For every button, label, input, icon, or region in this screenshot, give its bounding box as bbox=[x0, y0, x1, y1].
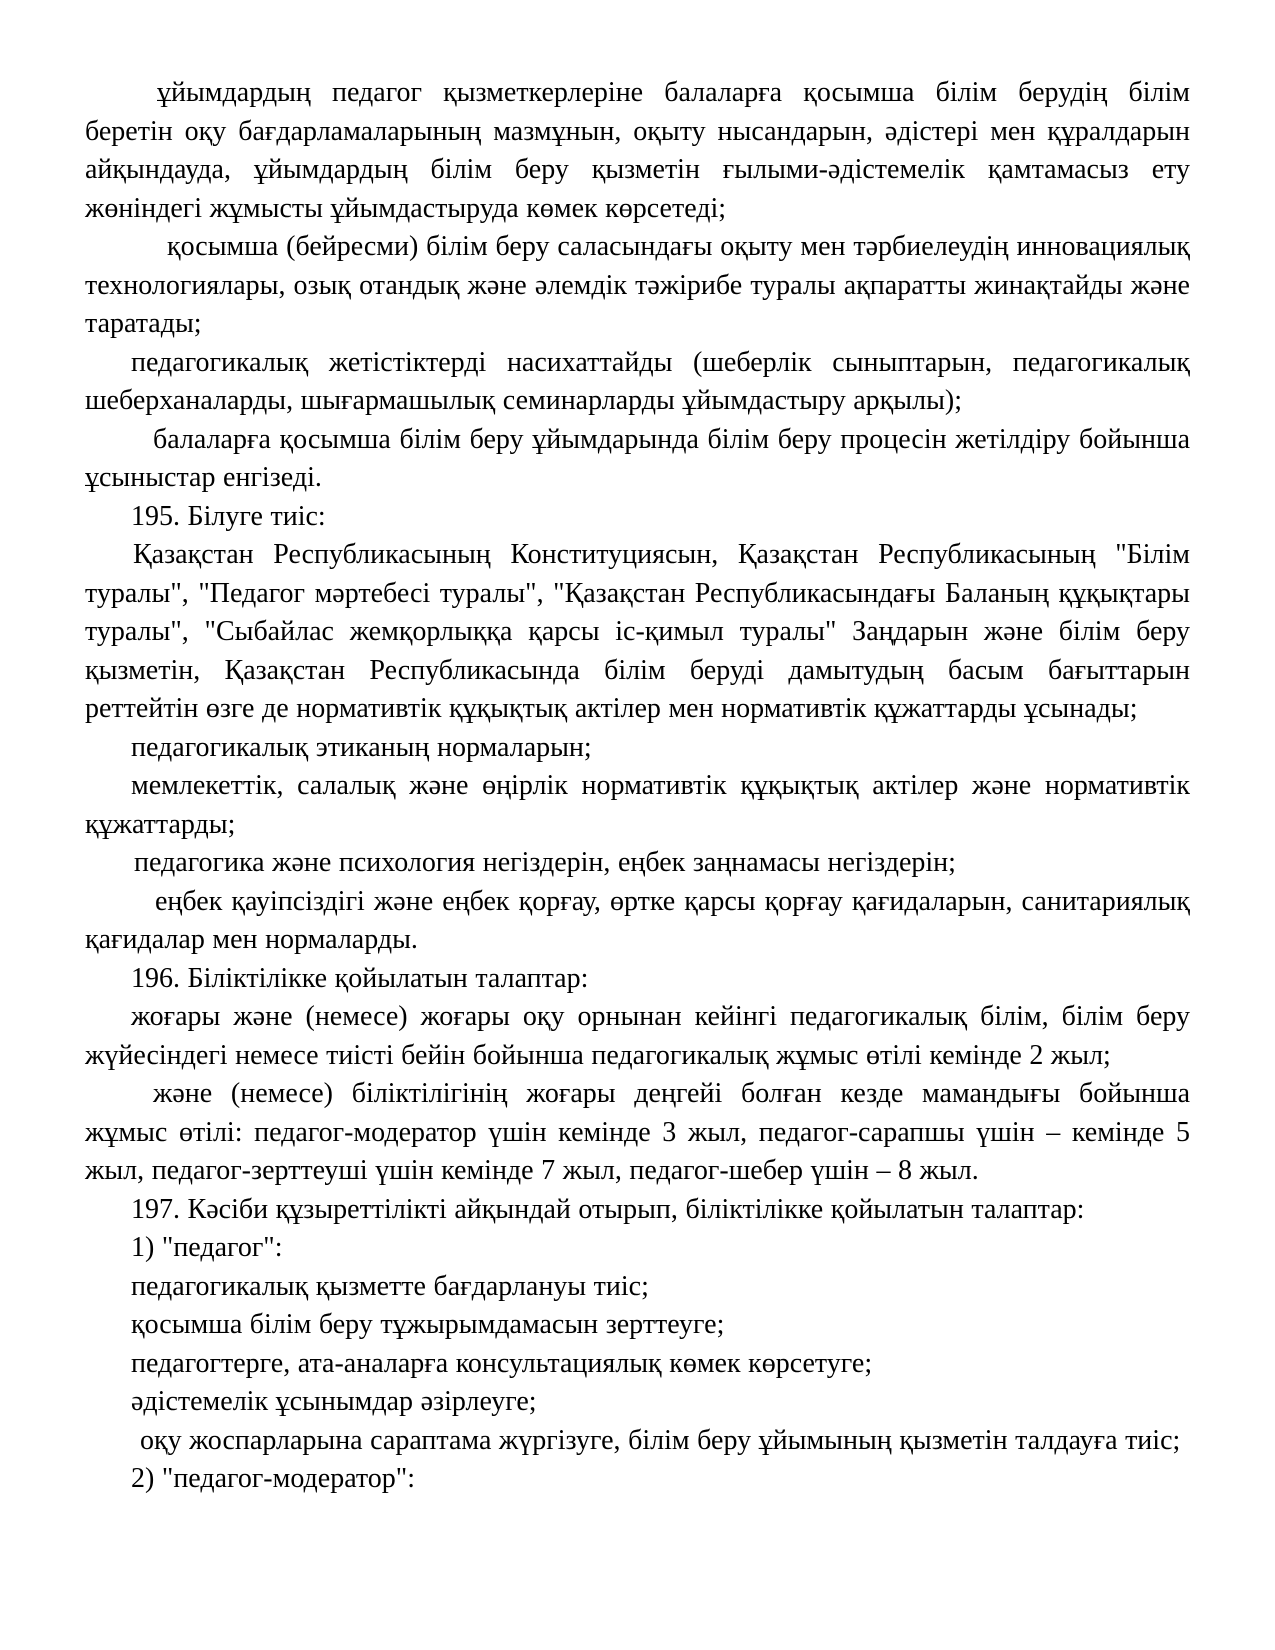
paragraph: әдістемелік ұсынымдар әзірлеуге; bbox=[131, 1386, 537, 1417]
paragraph: балаларға қосымша білім беру ұйымдарында білім беру процесін жетілдіру бойынша ұсыныстар енгізеді. bbox=[85, 423, 1190, 493]
paragraph: оқу жоспарларына сараптама жүргізуге, білім беру ұйымының қызметін талдауға тиіс; bbox=[140, 1424, 1181, 1456]
paragraph: педагогика және психология негіздерін, еңбек заңнамасы негіздерін; bbox=[134, 847, 956, 878]
paragraph: 197. Кәсіби құзыреттілікті айқындай отырып, біліктілікке қойылатын талаптар: bbox=[131, 1193, 1085, 1225]
paragraph: еңбек қауіпсіздігі және еңбек қорғау, өртке қарсы қорғау қағидаларын, санитариялық қағидалар мен нормаларды. bbox=[85, 885, 1190, 955]
paragraph: қосымша білім беру тұжырымдамасын зерттеуге; bbox=[131, 1309, 725, 1340]
paragraph: қосымша (бейресми) білім беру саласындағы оқыту мен тәрбиелеудің инновациялық технологиялары, озық отандық және әлемдік тәжірибе туралы ақпаратты жинақтайды және таратады; bbox=[85, 231, 1190, 339]
paragraph: педагогикалық қызметте бағдарлануы тиіс; bbox=[131, 1270, 649, 1302]
paragraph: педагогикалық жетістіктерді насихаттайды (шеберлік сыныптарын, педагогикалық шеберханаларды, шығармашылық семинарларды ұйымдастыру арқылы); bbox=[85, 346, 1190, 416]
paragraph: ұйымдардың педагог қызметкерлеріне балаларға қосымша білім берудің білім беретін оқу бағдарламаларының мазмұнын, оқыту нысандарын, әдістері мен құралдарын айқындауда, ұйымдардың білім беру қызметін ғылыми-әдістемелік қамтамасыз ету жөніндегі жұмысты ұйымдастыруда көмек көрсетеді; bbox=[85, 77, 1190, 224]
paragraph: Қазақстан Республикасының Конституциясын, Қазақстан Республикасының "Білім туралы", "Педагог мәртебесі туралы", "Қазақстан Республикасындағы Баланың құқықтары туралы", "Сыбайлас жемқорлыққа қарсы іс-қимыл туралы" Заңдарын және білім беру қызметін, Қазақстан Республикасында білім беруді дамытудың басым бағыттарын реттейтін өзге де нормативтік құқықтық актілер мен нормативтік құжаттарды ұсынады; bbox=[85, 539, 1190, 724]
paragraph: педагогтерге, ата-аналарға консультациялық көмек көрсетуге; bbox=[131, 1347, 873, 1379]
paragraph: педагогикалық этиканың нормаларын; bbox=[131, 731, 592, 763]
paragraph: және (немесе) біліктілігінің жоғары деңгейі болған кезде мамандығы бойынша жұмыс өтілі: педагог-модератор үшін кемінде 3 жыл, педагог-сарапшы үшін – кемінде 5 жыл, педагог-зерттеуші үшін кемінде 7 жыл, педагог-шебер үшін – 8 жыл. bbox=[85, 1078, 1190, 1186]
paragraph: 196. Біліктілікке қойылатын талаптар: bbox=[131, 962, 589, 994]
paragraph: 2) "педагог-модератор": bbox=[131, 1463, 415, 1494]
paragraph: жоғары және (немесе) жоғары оқу орнынан кейінгі педагогикалық білім, білім беру жүйесіндегі немесе тиісті бейін бойынша педагогикалық жұмыс өтілі кемінде 2 жыл; bbox=[85, 1001, 1190, 1071]
paragraph: мемлекеттік, салалық және өңірлік нормативтік құқықтық актілер және нормативтік құжаттарды; bbox=[85, 770, 1190, 840]
paragraph: 1) "педагог": bbox=[131, 1232, 283, 1263]
document-body bbox=[85, 74, 1190, 1499]
paragraph: 195. Білуге тиіс: bbox=[131, 500, 326, 532]
